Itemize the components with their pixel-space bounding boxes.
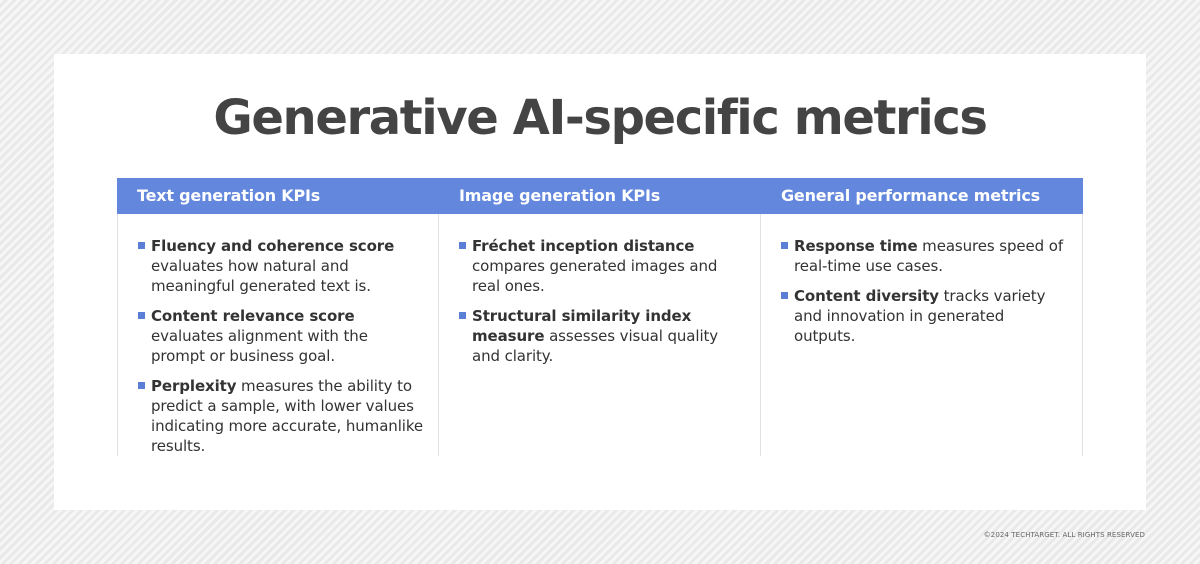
metric-term: Fréchet inception distance (472, 237, 695, 255)
page-title: Generative AI-specific metrics (213, 90, 987, 146)
column-image-generation (439, 178, 761, 456)
metric-description: tracks variety and innovation in generated outputs. (794, 287, 1046, 345)
column-body (761, 214, 1083, 456)
square-bullet-icon (781, 292, 788, 299)
metric-description: evaluates alignment with the prompt or business goal. (151, 327, 368, 365)
square-bullet-icon (781, 242, 788, 249)
copyright-notice: ©2024 TECHTARGET. ALL RIGHTS RESERVED (983, 531, 1145, 539)
square-bullet-icon (138, 242, 145, 249)
metric-description: measures speed of real-time use cases. (794, 237, 1064, 275)
metric-term: Perplexity (151, 377, 237, 395)
metric-description: measures the ability to predict a sample, with lower values indicating more accurate, humanlike results. (151, 377, 424, 455)
column-text-generation (117, 178, 439, 456)
metric-term: Content diversity (794, 287, 939, 305)
square-bullet-icon (459, 312, 466, 319)
column-header: Image generation KPIs (439, 178, 761, 214)
column-header: General performance metrics (761, 178, 1083, 214)
metric-term: Fluency and coherence score (151, 237, 395, 255)
column-header: Text generation KPIs (117, 178, 439, 214)
column-general-performance (761, 178, 1083, 456)
list-item (459, 236, 746, 296)
column-body (439, 214, 761, 456)
metric-description: assesses visual quality and clarity. (472, 327, 719, 365)
metric-description: compares generated images and real ones. (472, 257, 718, 295)
square-bullet-icon (459, 242, 466, 249)
metric-term: Content relevance score (151, 307, 355, 325)
column-body (117, 214, 439, 456)
metric-term: Response time (794, 237, 918, 255)
metric-term: Structural similarity index measure (472, 307, 692, 345)
metric-description: evaluates how natural and meaningful generated text is. (151, 257, 371, 295)
list-item (138, 236, 424, 296)
square-bullet-icon (138, 312, 145, 319)
square-bullet-icon (138, 382, 145, 389)
list-item (459, 306, 746, 366)
list-item (138, 376, 424, 456)
list-item (138, 306, 424, 366)
list-item (781, 236, 1068, 276)
list-item (781, 286, 1068, 346)
